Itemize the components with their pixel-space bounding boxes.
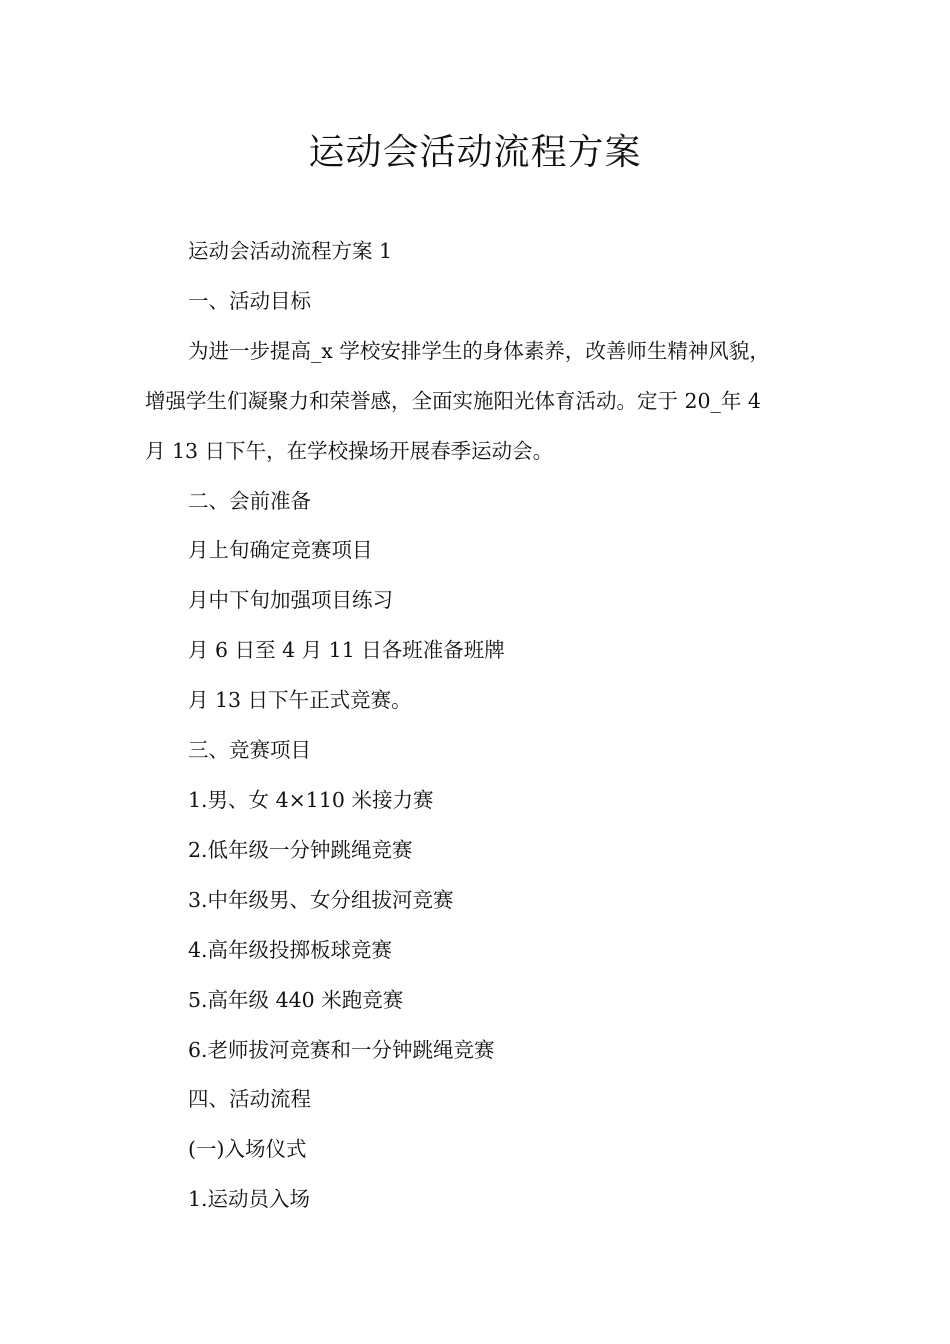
event-item: 3.中年级男、女分组拔河竞赛	[188, 887, 454, 912]
event-item: 6.老师拔河竞赛和一分钟跳绳竞赛	[188, 1037, 495, 1062]
section-heading-preparation: 二、会前准备	[188, 488, 311, 513]
document-body	[145, 227, 835, 1225]
process-item: 1.运动员入场	[188, 1187, 311, 1212]
event-item: 1.男、女 4×110 米接力赛	[188, 787, 434, 812]
goals-paragraph-line-1: 为进一步提高_x 学校安排学生的身体素养，改善师生精神风貌，	[188, 338, 770, 363]
section-heading-events: 三、竞赛项目	[188, 738, 311, 763]
preparation-item: 月上旬确定竞赛项目	[188, 538, 373, 563]
section-heading-process: 四、活动流程	[188, 1087, 311, 1112]
section-heading-goals: 一、活动目标	[188, 288, 311, 313]
preparation-item: 月中下旬加强项目练习	[188, 588, 393, 613]
document-title: 运动会活动流程方案	[308, 132, 642, 173]
plan-heading: 运动会活动流程方案 1	[188, 239, 393, 263]
preparation-item: 月 13 日下午正式竞赛。	[188, 688, 412, 713]
preparation-item: 月 6 日至 4 月 11 日各班准备班牌	[188, 638, 505, 663]
goals-paragraph-line-3: 月 13 日下午，在学校操场开展春季运动会。	[145, 438, 554, 463]
event-item: 5.高年级 440 米跑竞赛	[188, 987, 404, 1012]
event-item: 2.低年级一分钟跳绳竞赛	[188, 837, 413, 862]
subsection-heading-entrance: (一)入场仪式	[188, 1137, 307, 1162]
goals-paragraph-line-2: 增强学生们凝聚力和荣誉感，全面实施阳光体育活动。定于 20_年 4	[145, 388, 761, 413]
event-item: 4.高年级投掷板球竞赛	[188, 937, 393, 962]
